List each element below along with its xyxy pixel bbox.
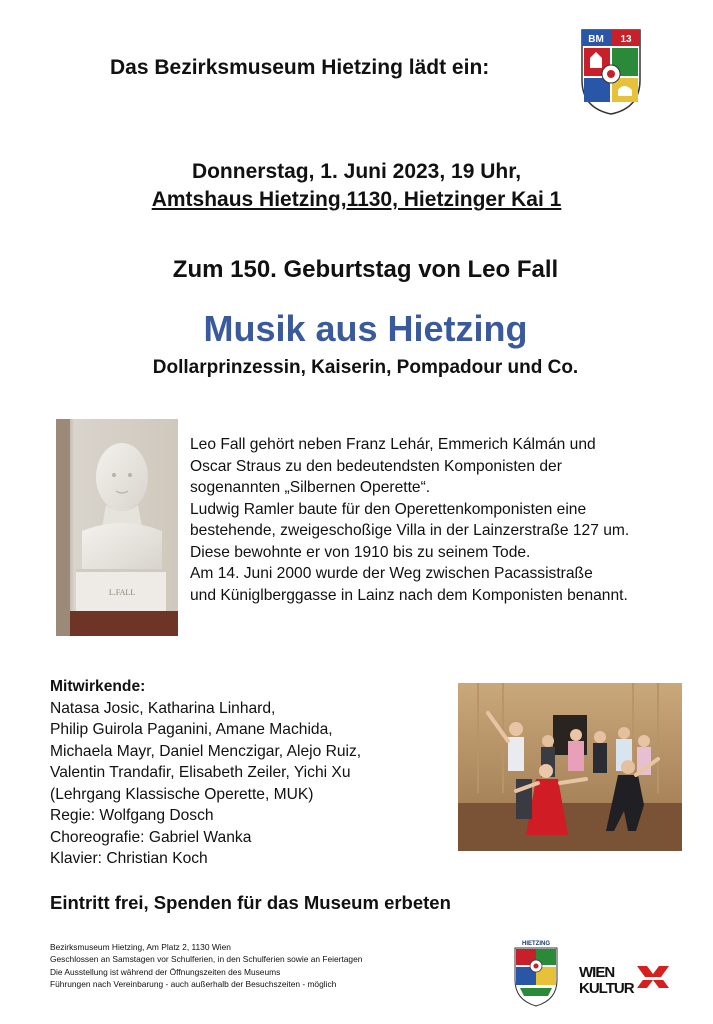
hietzing-crest-logo	[512, 938, 560, 1008]
bio-line: Diese bewohnte er von 1910 bis zu seinem Tode.	[190, 543, 531, 561]
performer-line: Natasa Josic, Katharina Linhard,	[50, 699, 276, 717]
footer-closing-note: Geschlossen an Samstagen vor Schulferien, in den Schulferien sowie an Feiertagen	[50, 954, 363, 965]
footer-exhibition-note: Die Ausstellung ist während der Öffnungszeiten des Museums	[50, 966, 281, 977]
crest-bm-text: BM	[588, 34, 604, 45]
performer-line: Michaela Mayr, Daniel Menczigar, Alejo Ruiz,	[50, 742, 362, 760]
bio-line: Am 14. Juni 2000 wurde der Weg zwischen Pacassistraße	[190, 565, 593, 582]
performer-line: (Lehrgang Klassische Operette, MUK)	[50, 785, 314, 803]
wien-logo-line1: WIEN	[579, 964, 615, 981]
admission-note: Eintritt frei, Spenden für das Museum erbeten	[50, 892, 451, 913]
director-line: Regie: Wolfgang Dosch	[50, 807, 214, 824]
piano-line: Klavier: Christian Koch	[50, 850, 208, 867]
performer-line: Valentin Trandafir, Elisabeth Zeiler, Yichi Xu	[50, 764, 351, 781]
bust-inscription: L.FALL	[108, 588, 136, 597]
occasion-heading: Zum 150. Geburtstag von Leo Fall	[172, 256, 559, 283]
crest-hietzing-text: HIETZING	[522, 941, 550, 947]
choreography-line: Choreografie: Gabriel Wanka	[50, 828, 252, 846]
bio-line: Leo Fall gehört neben Franz Lehár, Emmerich Kálmán und	[190, 436, 596, 453]
wien-logo-line2: KULTUR	[579, 980, 634, 996]
performer-line: Philip Guirola Paganini, Amane Machida,	[50, 721, 333, 738]
bezirksmuseum-crest-logo	[580, 28, 642, 116]
performers-heading: Mitwirkende:	[50, 678, 146, 695]
event-location-line	[0, 188, 713, 212]
wien-kultur-logo	[577, 962, 677, 996]
bio-line: und Küniglberggasse in Lainz nach dem Komponisten benannt.	[190, 586, 628, 604]
performers-list	[50, 676, 470, 870]
bio-line: Oscar Straus zu den bedeutendsten Komponisten der	[190, 457, 562, 475]
bio-line: Ludwig Ramler baute für den Operettenkomponisten eine	[190, 500, 587, 518]
museum-footer-info	[50, 941, 480, 990]
footer-address: Bezirksmuseum Hietzing, Am Platz 2, 1130 Wien	[50, 942, 231, 952]
subtitle: Dollarprinzessin, Kaiserin, Pompadour und Co.	[152, 357, 579, 378]
main-title: Musik aus Hietzing	[203, 308, 528, 349]
biography-text	[190, 434, 705, 606]
leo-fall-bust-photo	[56, 419, 178, 636]
event-location: Amtshaus Hietzing,1130, Hietzinger Kai 1	[151, 188, 562, 211]
event-date-time: Donnerstag, 1. Juni 2023, 19 Uhr,	[191, 160, 522, 183]
crest-number-text: 13	[620, 34, 632, 45]
footer-tours-note: Führungen nach Vereinbarung - auch außerhalb der Besuchszeiten - möglich	[50, 978, 337, 989]
ensemble-group-photo	[458, 683, 682, 851]
bio-line: bestehende, zweigeschoßige Villa in der Lainzerstraße 127 um.	[190, 522, 630, 539]
bio-line: sogenannten „Silbernen Operette“.	[190, 479, 431, 496]
invitation-heading: Das Bezirksmuseum Hietzing lädt ein:	[110, 56, 490, 79]
